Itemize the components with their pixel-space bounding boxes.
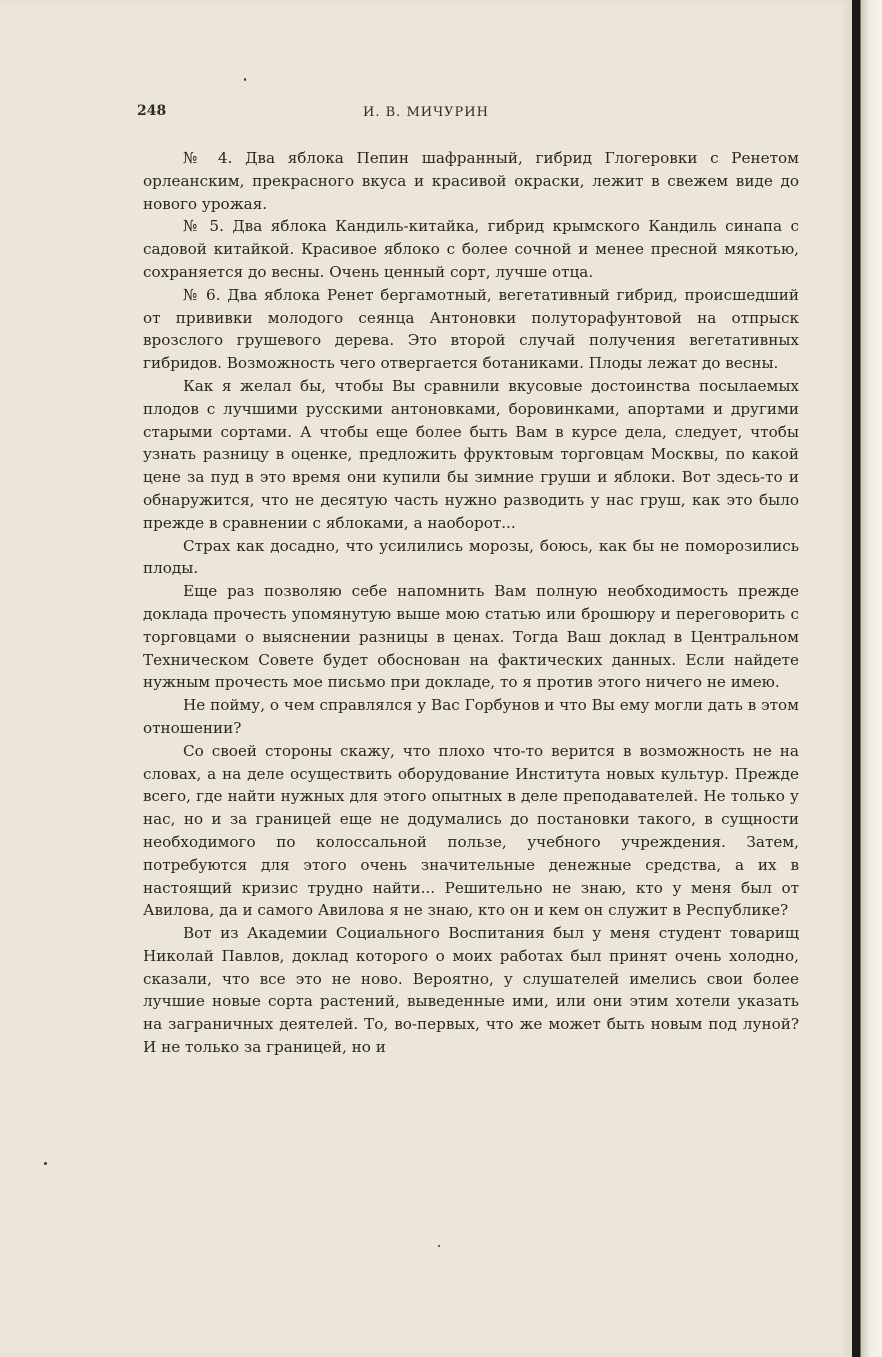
body-text [143, 147, 799, 1059]
print-speck [44, 1162, 47, 1165]
paragraph: № 4. Два яблока Пепин шафранный, гибрид Глогеровки с Ренетом орлеанским, прекрасного вкуса и красивой окраски, лежит в свежем виде до нового урожая. [143, 149, 799, 213]
paragraph: Страх как досадно, что усилились морозы, боюсь, как бы не поморозились плоды. [143, 536, 799, 578]
page-edge [852, 0, 882, 1357]
paragraph: Еще раз позволяю себе напомнить Вам полную необходимость прежде доклада прочесть упомянутую выше мою статью или брошюру и переговорить с торговцами о выяснении разницы в ценах. Тогда Ваш доклад в Центральном Техническом Совете будет обоснован на фактических данных. Если найдете нужным прочесть мое письмо при докладе, то я против этого ничего не имею. [143, 582, 799, 692]
page-header [0, 103, 852, 127]
running-head: И. В. МИЧУРИН [363, 105, 489, 120]
paragraph: № 6. Два яблока Ренет бергамотный, вегетативный гибрид, происшедший от прививки молодого сеянца Антоновки полуторафунтовой на отпрыск врозслого грушевого дерева. Это второй случай получения вегетативных гибридов. Возможность чего отвергается ботаниками. Плоды лежат до весны. [143, 285, 799, 373]
print-speck [244, 78, 246, 81]
paragraph: Со своей стороны скажу, что плохо что-то верится в возможность не на словах, а на деле осуществить оборудование Института новых культур. Прежде всего, где найти нужных для этого опытных в деле преподавателей. Не только у нас, но и за границей еще не додумались до постановки такого, в сущности необходимого по колоссальной пользе, учебного учреждения. Затем, потребуются для этого очень значительные денежные средства, а их в настоящий кризис трудно найти... Решительно не знаю, кто у меня был от Авилова, да и самого Авилова я не знаю, кто он и кем он служит в Республике? [143, 741, 799, 920]
page-number: 248 [137, 103, 167, 119]
paragraph: Не пойму, о чем справлялся у Вас Горбунов и что Вы ему могли дать в этом отношении? [143, 696, 799, 737]
paragraph: Как я желал бы, чтобы Вы сравнили вкусовые достоинства посылаемых плодов с лучшими русскими антоновками, боровинками, апортами и другими старыми сортами. А чтобы еще более быть Вам в курсе дела, следует, чтобы узнать разницу в оценке, предложить фруктовым торговцам Москвы, по какой цене за пуд в это время они купили бы зимние груши и яблоки. Вот здесь-то и обнаружится, что не десятую часть нужно разводить у нас груш, как это было прежде в сравнении с яблоками, а наоборот... [143, 376, 799, 532]
paragraph: № 5. Два яблока Кандиль-китайка, гибрид крымского Кандиль синапа с садовой китайкой. Красивое яблоко с более сочной и менее пресной мякотью, сохраняется до весны. Очень ценный сорт, лучше отца. [143, 217, 799, 281]
paragraph: Вот из Академии Социального Воспитания был у меня студент товарищ Николай Павлов, доклад которого о моих работах был принят очень холодно, сказали, что все это не ново. Вероятно, у слушателей имелись свои более лучшие новые сорта растений, выведенные ими, или они этим хотели указать на заграничных деятелей. То, во-первых, что же может быть новым под луной? И не только за границей, но и [143, 924, 799, 1057]
print-speck [438, 1245, 440, 1247]
